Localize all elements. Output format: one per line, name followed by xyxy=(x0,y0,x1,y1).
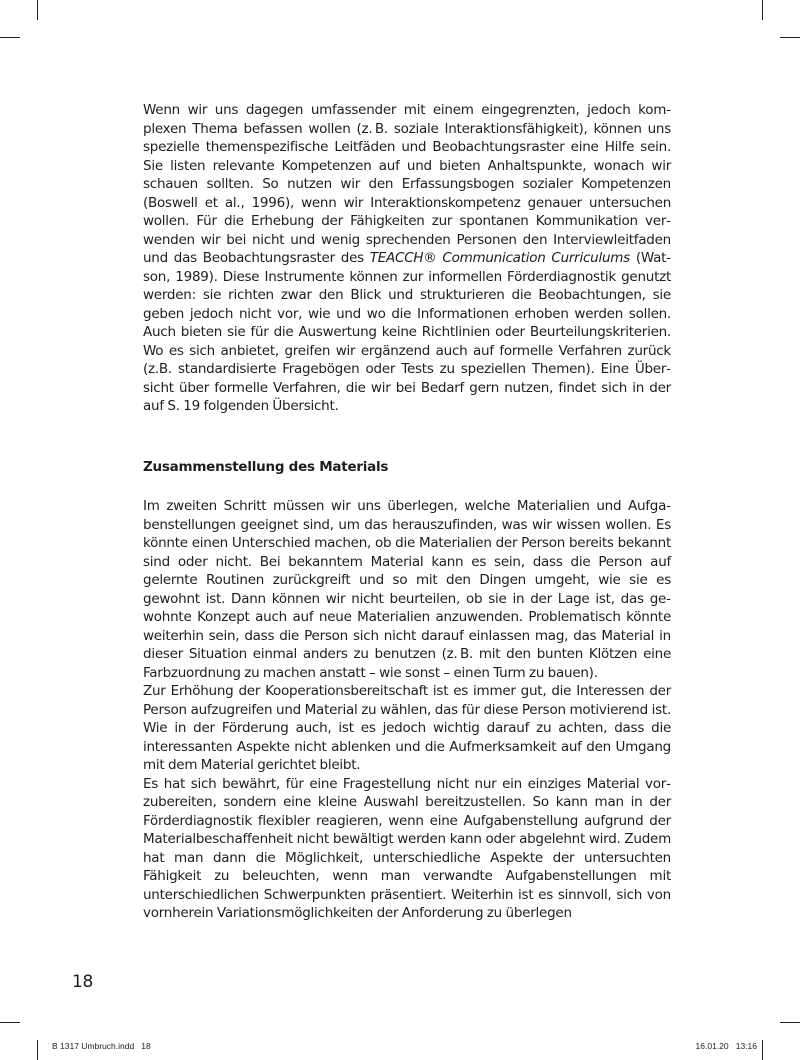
section-paragraph: Zur Erhöhung der Kooperationsbereitschaft ist es immer gut, die Interessen der Person aufzugreifen und Material zu wählen, das für diese Person motivierend ist. Wie in der Förderung auch, ist es jedoch wichtig darauf zu achten, dass die interessanten Aspekte nicht ablenken und die Aufmerksamkeit auf den Umgang mit dem Material gerichtet bleibt. xyxy=(143,683,671,773)
section-paragraph: Es hat sich bewährt, für eine Fragestellung nicht nur ein einziges Material vorzubereiten, sondern eine kleine Auswahl bereitzustellen. So kann man in der Förderdiagnostik flexibler reagieren, wenn eine Aufgabenstellung aufgrund der Materialbeschaffenheit nicht bewältigt werden kann oder abgelehnt wird. Zudem hat man dann die Möglichkeit, unterschiedliche Aspekte der untersuchten Fähigkeit zu beleuchten, wenn man verwandte Aufgabenstellungen mit unterschiedlichen Schwerpunkten präsentiert. Weiterhin ist es sinnvoll, sich von vornherein Variationsmöglichkeiten der Anforderung zu überlegen xyxy=(143,775,671,921)
page-number: 18 xyxy=(72,972,94,992)
crop-mark xyxy=(0,1022,20,1023)
crop-mark xyxy=(37,1040,38,1060)
section-paragraph: Im zweiten Schritt müssen wir uns überlegen, welche Materialien und Aufgabenstellungen geeignet sind, um das herauszufinden, was wir wissen wollen. Es könnte einen Unterschied machen, ob die Materialien der Person bereits bekannt sind oder nicht. Bei bekanntem Material kann es sein, dass die Person auf gelernte Routinen zurückgreift und so mit den Dingen umgeht, wie sie es gewohnt ist. Dann können wir nicht beurteilen, ob sie in der Lage ist, das gewohnte Konzept auch auf neue Materialien anzuwenden. Problematisch könnte weiterhin sein, dass die Person sich nicht darauf einlassen mag, das Material in dieser Situation einmal anders zu benutzen (z. B. mit den bunten Klötzen eine Farbzuordnung zu machen anstatt – wie sonst – einen Turm zu bauen). xyxy=(143,498,671,681)
section-body xyxy=(143,497,671,923)
print-slug-date: 16.01.20 13:16 xyxy=(695,1041,757,1051)
crop-mark xyxy=(762,0,763,20)
crop-mark xyxy=(0,37,20,38)
paragraph-text-continued: (Watson, 1989). Diese Instrumente können zur informellen Förderdiagnostik genutzt werden: sie richten zwar den Blick und strukturieren die Beobachtungen, sie geben jedoch nicht vor, wie und wo die Informationen erhoben werden sollen. Auch bieten sie für die Auswertung keine Richtlinien oder Beurteilungskriterien. Wo es sich anbietet, greifen wir ergänzend auch auf formelle Verfahren zurück (z.B. standardisierte Fragebögen oder Tests zu speziellen Themen). Eine Übersicht über formelle Verfahren, die wir bei Bedarf gern nutzen, findet sich in der auf S. 19 folgenden Übersicht. xyxy=(143,250,672,414)
print-slug-file: B 1317 Umbruch.indd 18 xyxy=(52,1041,151,1051)
crop-mark xyxy=(762,1040,763,1060)
intro-paragraph xyxy=(143,101,671,416)
paragraph-text: Wenn wir uns dagegen umfassender mit einem eingegrenzten, jedoch komplexen Thema befassen wollen (z. B. soziale Interaktionsfähigkeit), können uns spezielle themenspezifische Leitfäden und Beobachtungsraster eine Hilfe sein. Sie listen relevante Kompetenzen auf und bieten Anhaltspunkte, wonach wir schauen sollten. So nutzen wir den Erfassungsbogen sozialer Kompetenzen (Boswell et al., 1996), wenn wir Interaktionskompetenz genauer untersuchen wollen. Für die Erhebung der Fähigkeiten zur spontanen Kommunikation verwenden wir bei nicht und wenig sprechenden Personen den Interviewleitfaden und das Beobachtungsraster des xyxy=(143,102,671,266)
crop-mark xyxy=(37,0,38,20)
curriculum-title: TEACCH® Communication Curriculums xyxy=(369,250,630,266)
crop-mark xyxy=(780,37,800,38)
crop-mark xyxy=(780,1022,800,1023)
section-heading: Zusammenstellung des Materials xyxy=(143,459,389,475)
